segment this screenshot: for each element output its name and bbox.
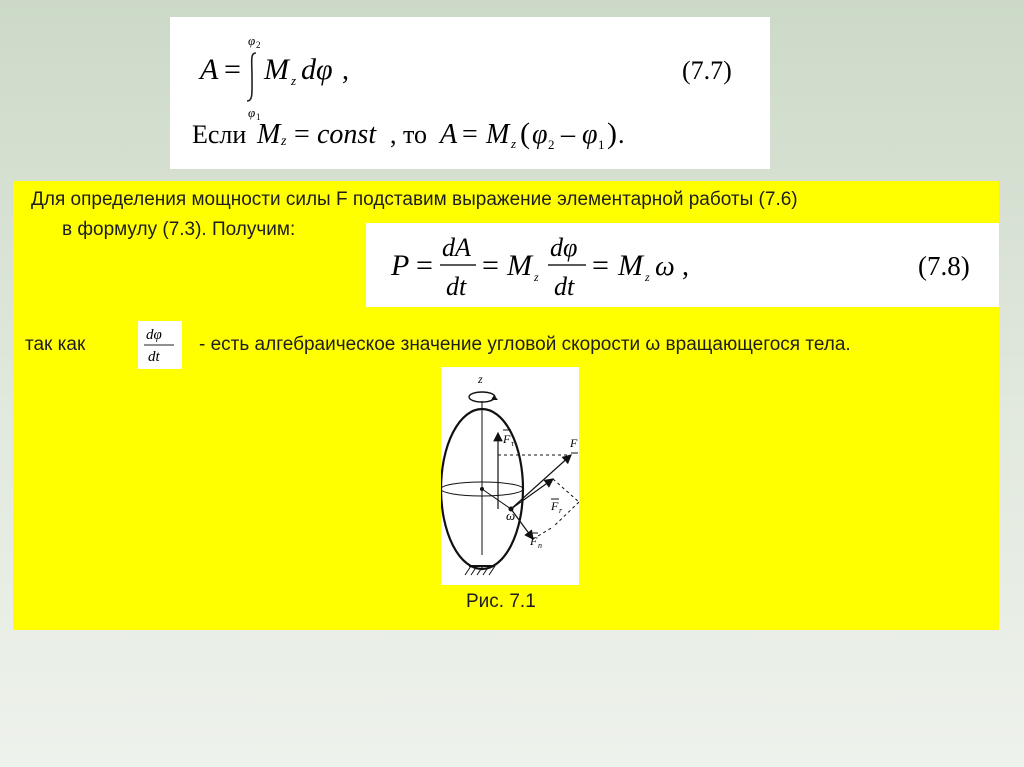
construction-lines (498, 455, 579, 539)
symbol-M1: M (507, 249, 532, 282)
force-Fr-label: F (551, 499, 559, 513)
frac2-denominator: dt (554, 272, 575, 301)
radius-line (482, 489, 511, 509)
period: . (618, 120, 625, 149)
symbol-M1-sub: z (534, 270, 539, 284)
lower-limit: φ (248, 105, 256, 120)
symbol-A2: A (440, 119, 458, 150)
paren-open: ( (520, 117, 530, 150)
rotation-arrowhead-icon (491, 395, 498, 400)
dt-denominator: dt (148, 349, 160, 365)
formula-7-7-panel (170, 17, 770, 169)
lower-limit-sub: 1 (256, 112, 261, 122)
equation-number-7-7: (7.7) (682, 56, 732, 85)
equals-1: = (416, 249, 433, 282)
comma: , (342, 55, 349, 86)
symbol-M: M (264, 53, 289, 86)
symbol-M2-sub: z (645, 270, 650, 284)
then-word: , то (390, 120, 428, 149)
force-F-label: F (570, 436, 578, 450)
force-Fr-sub: r (559, 506, 563, 515)
upper-limit-sub: 2 (256, 40, 261, 50)
symbol-M2: M (486, 119, 510, 150)
z-axis-label: z (478, 372, 483, 386)
paragraph-1-line-2: в формулу (7.3). Получим: (62, 219, 296, 240)
omega-label: ω (506, 508, 516, 523)
rotation-arrow-icon (469, 392, 495, 402)
equals-const: = (294, 119, 310, 150)
minus-sign: – (561, 119, 575, 150)
if-word: Если (192, 120, 247, 149)
symbol-Mz: M (257, 119, 281, 150)
symbol-dphi: dφ (301, 53, 333, 86)
content-panel (13, 181, 999, 630)
symbol-omega: ω (655, 251, 675, 282)
force-Fn-label: F (530, 534, 538, 548)
dphi-numerator: dφ (146, 327, 162, 343)
center-point (480, 487, 484, 491)
paragraph-2-rest: - есть алгебраическое значение угловой скорости ω вращающегося тела. (199, 334, 851, 355)
figure-caption: Рис. 7.1 (466, 591, 536, 612)
equation-number-7-8: (7.8) (918, 251, 970, 281)
symbol-phi1-sub: 1 (598, 137, 605, 152)
symbol-A: A (200, 53, 219, 86)
const-word: const (317, 119, 377, 150)
formula-7-7 (170, 17, 770, 169)
figure-7-1-drawing (441, 367, 579, 585)
paragraph-1-line-1: Для определения мощности силы F подставим выражение элементарной работы (7.6) (31, 189, 798, 210)
force-Ftau-label: F (503, 432, 511, 446)
symbol-M2-sub: z (511, 136, 517, 151)
frac2-numerator: dφ (550, 233, 578, 262)
symbol-P: P (391, 249, 410, 282)
frac1-denominator: dt (446, 272, 467, 301)
dphi-dt-svg (138, 321, 182, 369)
symbol-phi2: φ (532, 119, 548, 150)
symbol-M2: M (618, 249, 643, 282)
paren-close: ) (607, 117, 617, 150)
symbol-M-sub: z (291, 73, 297, 88)
force-Fr-vector (511, 479, 553, 509)
equals-sign: = (224, 53, 241, 86)
formula-7-8-panel (366, 223, 999, 307)
upper-limit: φ (248, 33, 256, 48)
frac1-numerator: dA (442, 233, 471, 262)
comma: , (682, 251, 689, 282)
formula-7-8 (366, 223, 999, 307)
symbol-phi1: φ (582, 119, 598, 150)
equals-2: = (462, 119, 478, 150)
force-Fn-sub: n (538, 541, 542, 550)
symbol-Mz-sub: z (281, 134, 287, 149)
equals-3: = (592, 249, 609, 282)
symbol-phi2-sub: 2 (548, 137, 555, 152)
force-Ftau-sub: τ (511, 439, 514, 448)
dphi-dt-fraction (138, 321, 182, 369)
paragraph-2-prefix: так как (25, 334, 86, 355)
integral-sign (247, 53, 256, 101)
figure-7-1 (441, 367, 579, 585)
equals-2: = (482, 249, 499, 282)
